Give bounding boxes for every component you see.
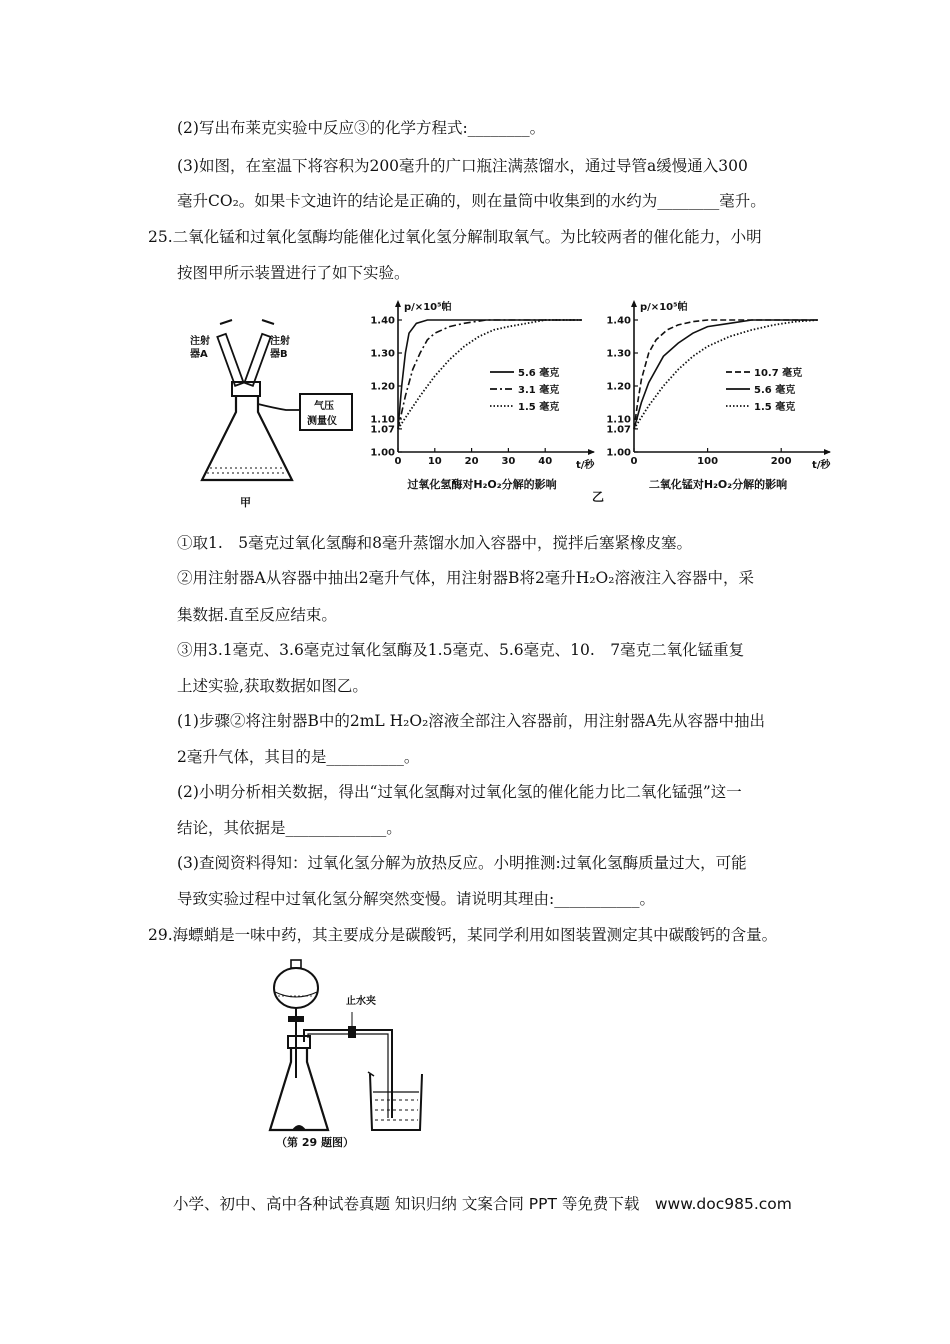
chart-title: 二氧化锰对H₂O₂分解的影响 [648,478,788,491]
x-tick-label: 20 [464,456,479,467]
clamp-label: 止水夹 [346,996,376,1007]
q24-part3-line1: (3)如图，在室温下将容积为200毫升的广口瓶注满蒸馏水，通过导管a缓慢通入300 [177,157,748,175]
y-axis-label: p/×10⁵帕 [404,302,452,313]
syringe-a-label-1: 注射 [190,336,210,347]
x-axis-arrow [824,449,831,455]
figure-jia-caption: 甲 [240,496,251,509]
y-tick-label: 1.20 [606,381,631,393]
y-axis-arrow [631,300,637,307]
chart-enzyme-svg [362,296,598,496]
legend-label-0: 10.7 毫克 [754,368,803,379]
syringe-b-label-2: 器B [270,349,288,360]
step2-line2: 集数据.直至反应结束。 [177,606,337,624]
chart-enzyme [362,296,598,496]
legend-label-2: 1.5 毫克 [754,402,796,413]
x-tick-label: 30 [501,456,516,467]
x-tick-label: 10 [427,456,442,467]
figure-29 [262,958,462,1148]
q25-part1-line1: (1)步骤②将注射器B中的2mL H₂O₂溶液全部注入容器前，用注射器A先从容器中抽出 [177,712,765,730]
chart-mno2 [598,296,834,496]
syringe-a-label-2: 器A [190,349,208,360]
figure-29-caption: （第 29 题图） [276,1136,354,1148]
y-tick-label: 1.40 [370,315,395,327]
step3-line1: ③用3.1毫克、3.6毫克过氧化氢酶及1.5毫克、5.6毫克、10. 7毫克二氧化锰重复 [177,641,745,659]
y-tick-label: 1.10 [370,414,395,426]
step2-line1: ②用注射器A从容器中抽出2毫升气体，用注射器B将2毫升H₂O₂溶液注入容器中，采 [177,569,754,587]
y-tick-label: 1.40 [606,315,631,327]
x-axis-arrow [588,449,595,455]
y-tick-label: 1.07 [370,424,395,436]
y-tick-label: 1.00 [606,447,631,459]
q25-part2-line1: (2)小明分析相关数据，得出“过氧化氢酶对过氧化氢的催化能力比二氧化锰强”这一 [177,783,742,801]
legend-label-1: 3.1 毫克 [518,385,560,396]
y-tick-label: 1.10 [606,414,631,426]
step3-line2: 上述实验,获取数据如图乙。 [177,677,368,695]
q24-part3-line2: 毫升CO₂。如果卡文迪许的结论是正确的，则在量筒中收集到的水约为________毫升。 [177,192,766,210]
x-tick-label: 0 [630,456,638,467]
chart-title: 过氧化氢酶对H₂O₂分解的影响 [407,478,557,491]
legend-label-0: 5.6 毫克 [518,368,560,379]
legend-label-1: 5.6 毫克 [754,385,796,396]
syringe-b-label-1: 注射 [270,336,290,347]
y-tick-label: 1.20 [370,381,395,393]
legend-label-2: 1.5 毫克 [518,402,560,413]
y-tick-label: 1.30 [370,348,395,360]
q25-stem-line1: 25.二氧化锰和过氧化氢酶均能催化过氧化氢分解制取氧气。为比较两者的催化能力，小明 [148,228,762,246]
q25-part3-line2: 导致实验过程中过氧化氢分解突然变慢。请说明其理由:___________。 [177,890,655,908]
conical-flask-29-icon [270,1048,328,1130]
figure-yi-caption: 乙 [592,490,605,504]
meter-label-1: 气压 [314,401,334,412]
q25-part3-line1: (3)查阅资料得知：过氧化氢分解为放热反应。小明推测:过氧化氢酶质量过大，可能 [177,854,747,872]
clamp-icon [348,1026,356,1038]
y-axis-label: p/×10⁵帕 [640,302,688,313]
q24-part2-line: (2)写出布莱克实验中反应③的化学方程式:________。 [177,119,546,137]
chart-mno2-svg [598,296,834,496]
separatory-funnel-icon [274,960,318,1078]
x-tick-label: 0 [394,456,402,467]
y-tick-label: 1.30 [606,348,631,360]
page-footer: 小学、初中、高中各种试卷真题 知识归纳 文案合同 PPT 等免费下载 www.doc985.com [173,1195,792,1213]
y-tick-label: 1.07 [606,424,631,436]
x-axis-label: t/秒 [812,460,831,471]
q25-part1-line2: 2毫升气体，其目的是__________。 [177,748,420,766]
syringe-a-icon [217,320,243,386]
beaker-icon [370,1074,422,1130]
y-tick-label: 1.00 [370,447,395,459]
figure-jia [188,312,368,512]
x-tick-label: 40 [538,456,553,467]
q25-stem-line2: 按图甲所示装置进行了如下实验。 [177,264,410,282]
x-axis-label: t/秒 [576,460,595,471]
meter-label-2: 测量仪 [307,416,337,427]
x-tick-label: 200 [770,456,792,467]
q29-stem-line: 29.海螵蛸是一味中药，其主要成分是碳酸钙，某同学利用如图装置测定其中碳酸钙的含量。 [148,926,778,944]
step1-line: ①取1. 5毫克过氧化氢酶和8毫升蒸馏水加入容器中，搅拌后塞紧橡皮塞。 [177,534,693,552]
x-tick-label: 100 [697,456,719,467]
y-axis-arrow [395,300,401,307]
q25-part2-line2: 结论，其依据是_____________。 [177,819,402,837]
